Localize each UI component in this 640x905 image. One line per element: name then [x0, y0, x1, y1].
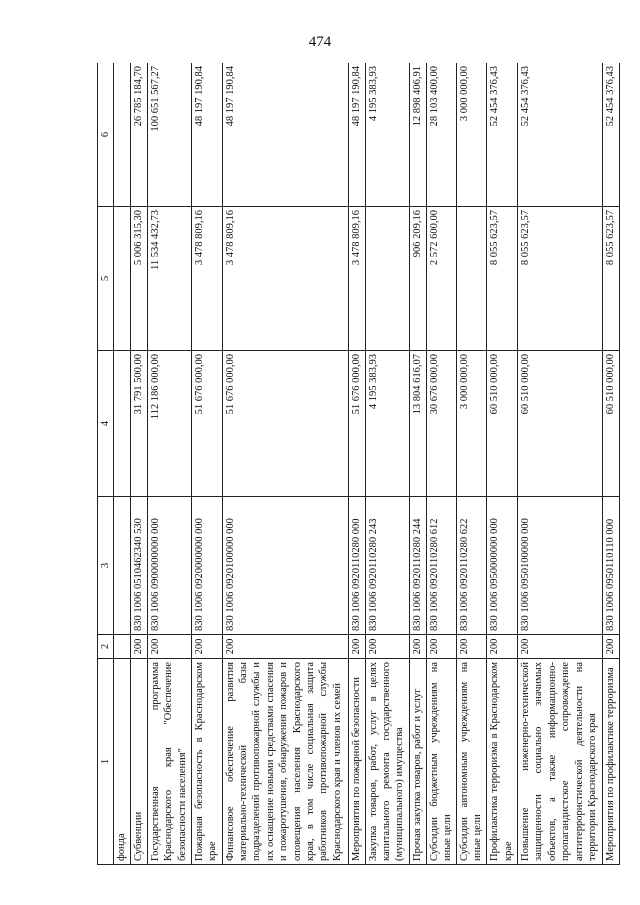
row-classification-cell: 830 1006 0920000000 000 — [192, 497, 222, 635]
row-amount-cell: 26 785 184,70 — [131, 63, 148, 207]
column-header: 5 — [98, 207, 114, 351]
row-name-cell: Профилактика терроризма в Краснодарском крае — [487, 659, 517, 865]
row-classification-cell: 830 1006 0920100000 000 — [222, 497, 348, 635]
row-code-cell: 200 — [348, 635, 365, 659]
page-number: 474 — [308, 34, 332, 50]
table-row — [365, 63, 409, 865]
budget-table — [97, 63, 620, 865]
row-amount-cell: 4 195 383,93 — [365, 63, 409, 207]
table-row — [192, 63, 222, 865]
row-code-cell: 200 — [409, 635, 426, 659]
row-name-cell: Прочая закупка товаров, работ и услуг — [409, 659, 426, 865]
row-amount-cell — [114, 63, 131, 207]
row-code-cell: 200 — [426, 635, 456, 659]
row-classification-cell — [114, 497, 131, 635]
row-name-cell: фонда — [114, 659, 131, 865]
row-amount-cell: 60 510 000,00 — [603, 351, 620, 497]
row-classification-cell: 830 1006 0950110110 000 — [603, 497, 620, 635]
column-header: 6 — [98, 63, 114, 207]
row-amount-cell: 12 898 406,91 — [409, 63, 426, 207]
row-amount-cell: 28 103 400,00 — [426, 63, 456, 207]
row-amount-cell: 8 055 623,57 — [603, 207, 620, 351]
table-row — [456, 63, 486, 865]
row-amount-cell: 13 804 616,07 — [409, 351, 426, 497]
row-amount-cell — [114, 351, 131, 497]
row-classification-cell: 830 1006 0950000000 000 — [487, 497, 517, 635]
table-row — [348, 63, 365, 865]
row-classification-cell: 830 1006 0920110280 622 — [456, 497, 486, 635]
row-amount-cell: 48 197 190,84 — [348, 63, 365, 207]
row-code-cell: 200 — [192, 635, 222, 659]
row-code-cell: 200 — [603, 635, 620, 659]
table-row — [487, 63, 517, 865]
table-row — [603, 63, 620, 865]
row-amount-cell: 51 676 000,00 — [348, 351, 365, 497]
column-number-row — [98, 63, 114, 865]
row-amount-cell: 3 478 809,16 — [222, 207, 348, 351]
row-amount-cell: 60 510 000,00 — [517, 351, 602, 497]
row-amount-cell: 112 186 000,00 — [147, 351, 191, 497]
row-amount-cell — [456, 207, 486, 351]
row-amount-cell: 11 534 432,73 — [147, 207, 191, 351]
table-row — [222, 63, 348, 865]
row-amount-cell: 48 197 190,84 — [192, 63, 222, 207]
table-row — [114, 63, 131, 865]
row-name-cell: Субсидии автономным учреждениям на иные цели — [456, 659, 486, 865]
row-amount-cell: 31 791 500,00 — [131, 351, 148, 497]
row-classification-cell: 830 1006 0920110280 612 — [426, 497, 456, 635]
row-classification-cell: 830 1006 0950100000 000 — [517, 497, 602, 635]
row-name-cell: Субвенции — [131, 659, 148, 865]
row-code-cell: 200 — [131, 635, 148, 659]
row-amount-cell: 60 510 000,00 — [487, 351, 517, 497]
row-amount-cell: 3 000 000,00 — [456, 63, 486, 207]
row-amount-cell: 30 676 000,00 — [426, 351, 456, 497]
row-amount-cell — [114, 207, 131, 351]
row-code-cell: 200 — [222, 635, 348, 659]
row-name-cell: Закупка товаров, работ, услуг в целях капитального ремонта государственного (муниципального) имущества — [365, 659, 409, 865]
row-amount-cell: 2 572 600,00 — [426, 207, 456, 351]
row-amount-cell — [365, 207, 409, 351]
row-name-cell: Пожарная безопасность в Краснодарском крае — [192, 659, 222, 865]
row-amount-cell: 52 454 376,43 — [517, 63, 602, 207]
row-name-cell: Финансовое обеспечение развития материально-технической базы подразделений противопожарной службы и их оснащение новыми средствами спасения и пожаротушения, обнаружения пожаров и оповещения населения Краснодарского края, в том числе социальная защита работников противопожарной службы Краснодарского края и членов их семей — [222, 659, 348, 865]
row-code-cell: 200 — [517, 635, 602, 659]
row-amount-cell: 5 006 315,30 — [131, 207, 148, 351]
row-name-cell: Повышение инженерно-технической защищенности социально значимых объектов, а также информационно-пропагандистское сопровождение антитеррористической деятельности на территории Краснодарского края — [517, 659, 602, 865]
row-classification-cell: 830 1006 0920110280 244 — [409, 497, 426, 635]
row-amount-cell: 906 209,16 — [409, 207, 426, 351]
row-amount-cell: 51 676 000,00 — [222, 351, 348, 497]
row-classification-cell: 830 1006 0920110280 243 — [365, 497, 409, 635]
table-viewport — [97, 63, 620, 865]
row-name-cell: Государственная программа Краснодарского края "Обеспечение безопасности населения" — [147, 659, 191, 865]
row-code-cell: 200 — [147, 635, 191, 659]
row-code-cell: 200 — [365, 635, 409, 659]
row-code-cell: 200 — [487, 635, 517, 659]
table-row — [409, 63, 426, 865]
column-header: 3 — [98, 497, 114, 635]
row-amount-cell: 3 478 809,16 — [192, 207, 222, 351]
row-amount-cell: 8 055 623,57 — [487, 207, 517, 351]
row-classification-cell: 830 1006 0510462340 530 — [131, 497, 148, 635]
row-classification-cell: 830 1006 0900000000 000 — [147, 497, 191, 635]
table-row — [131, 63, 148, 865]
column-header: 2 — [98, 635, 114, 659]
row-amount-cell: 52 454 376,43 — [603, 63, 620, 207]
row-amount-cell: 3 000 000,00 — [456, 351, 486, 497]
row-name-cell: Мероприятия по пожарной безопасности — [348, 659, 365, 865]
column-header: 1 — [98, 659, 114, 865]
table-row — [147, 63, 191, 865]
row-name-cell: Мероприятия по профилактике терроризма — [603, 659, 620, 865]
row-amount-cell: 4 195 383,93 — [365, 351, 409, 497]
column-header: 4 — [98, 351, 114, 497]
row-code-cell — [114, 635, 131, 659]
row-amount-cell: 100 651 567,27 — [147, 63, 191, 207]
row-amount-cell: 8 055 623,57 — [517, 207, 602, 351]
table-row — [426, 63, 456, 865]
row-amount-cell: 51 676 000,00 — [192, 351, 222, 497]
row-amount-cell: 3 478 809,16 — [348, 207, 365, 351]
row-code-cell: 200 — [456, 635, 486, 659]
table-row — [517, 63, 602, 865]
row-name-cell: Субсидии бюджетным учреждениям на иные цели — [426, 659, 456, 865]
row-classification-cell: 830 1006 0920110280 000 — [348, 497, 365, 635]
row-amount-cell: 48 197 190,84 — [222, 63, 348, 207]
row-amount-cell: 52 454 376,43 — [487, 63, 517, 207]
